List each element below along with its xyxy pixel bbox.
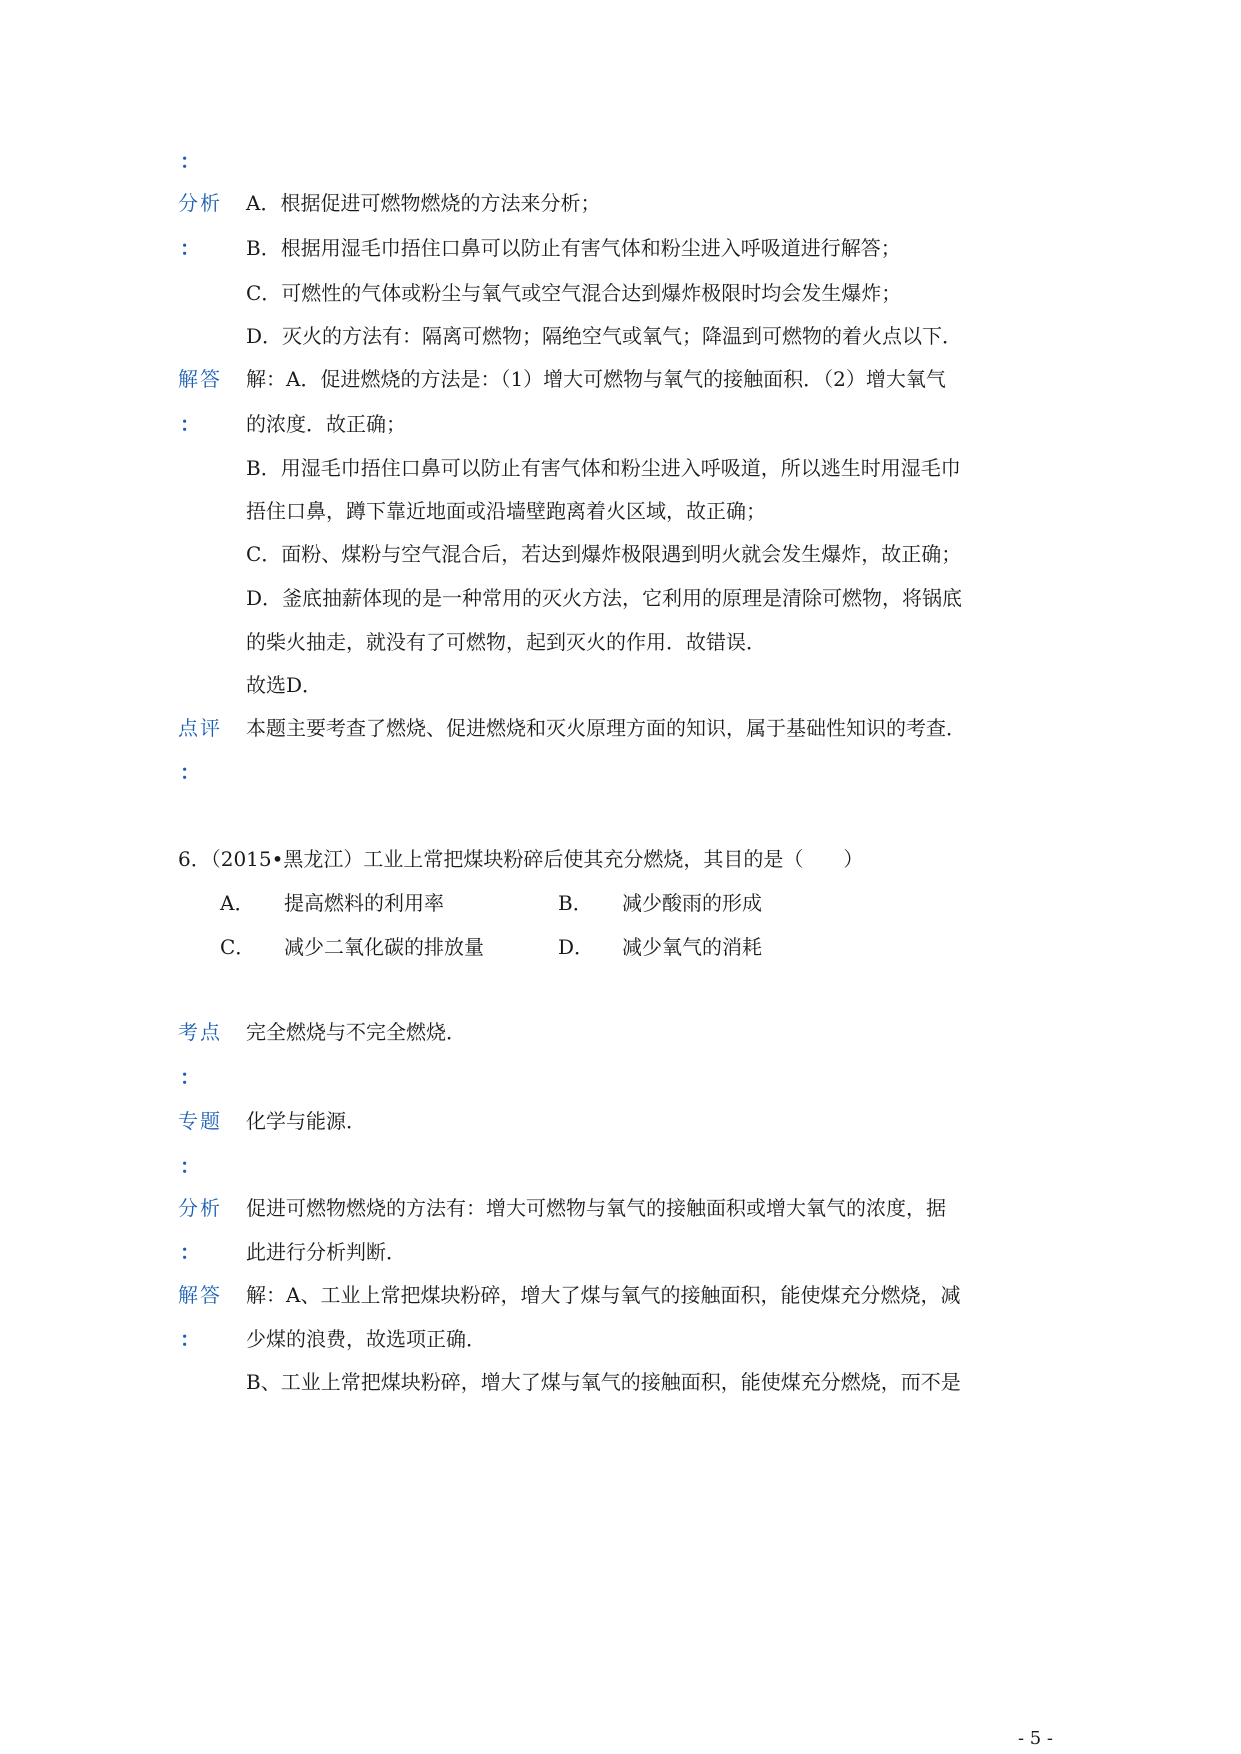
option-letter: B． bbox=[558, 891, 593, 915]
options-row bbox=[0, 931, 1241, 971]
answer-line: 的浓度．故正确； bbox=[246, 412, 406, 436]
answer-row bbox=[0, 1323, 1241, 1363]
option-letter: A． bbox=[220, 891, 255, 915]
analysis-line: D．灭火的方法有：隔离可燃物；隔绝空气或氧气；降温到可燃物的着火点以下． bbox=[246, 324, 963, 348]
answer-line: 的柴火抽走，就没有了可燃物，起到灭火的作用．故错误． bbox=[246, 630, 766, 654]
analysis-row bbox=[0, 1236, 1241, 1276]
answer-line: C．面粉、煤粉与空气混合后，若达到爆炸极限遇到明火就会发生爆炸，故正确； bbox=[246, 542, 962, 566]
question-stem-row bbox=[0, 843, 1241, 883]
analysis-row bbox=[0, 232, 1241, 272]
label-colon: ： bbox=[180, 1327, 200, 1351]
analysis-row bbox=[0, 277, 1241, 317]
colon-row bbox=[0, 1061, 1241, 1101]
answer-line: 故选D． bbox=[246, 673, 323, 697]
answer-label: 解答 bbox=[178, 1283, 222, 1307]
analysis-row bbox=[0, 1192, 1241, 1232]
comment-text: 本题主要考查了燃烧、促进燃烧和灭火原理方面的知识，属于基础性知识的考查． bbox=[246, 716, 966, 740]
colon-row bbox=[0, 1150, 1241, 1190]
topic-row bbox=[0, 1105, 1241, 1145]
answer-line: 解：A．促进燃烧的方法是：（1）增大可燃物与氧气的接触面积．（2）增大氧气 bbox=[246, 367, 946, 391]
answer-line: B、工业上常把煤块粉碎，增大了煤与氧气的接触面积，能使煤充分燃烧，而不是 bbox=[246, 1370, 961, 1394]
topic-text: 化学与能源． bbox=[246, 1109, 366, 1133]
option-letter: D． bbox=[558, 935, 595, 959]
comment-label: 点评 bbox=[178, 716, 222, 740]
label-colon: ： bbox=[180, 236, 200, 260]
answer-row bbox=[0, 669, 1241, 709]
label-colon: ： bbox=[180, 149, 200, 173]
topic-label: 专题 bbox=[178, 1109, 222, 1133]
answer-row bbox=[0, 626, 1241, 666]
answer-row bbox=[0, 408, 1241, 448]
point-text: 完全燃烧与不完全燃烧． bbox=[246, 1020, 466, 1044]
analysis-line: B．根据用湿毛巾捂住口鼻可以防止有害气体和粉尘进入呼吸道进行解答； bbox=[246, 236, 901, 260]
colon-row bbox=[0, 756, 1241, 796]
answer-label: 解答 bbox=[178, 367, 222, 391]
label-colon: ： bbox=[180, 412, 200, 436]
label-colon: ： bbox=[180, 760, 200, 784]
option-text: 减少氧气的消耗 bbox=[622, 935, 762, 959]
page-number: - 5 - bbox=[1017, 1728, 1053, 1749]
answer-line: 捂住口鼻，蹲下靠近地面或沿墙壁跑离着火区域，故正确； bbox=[246, 499, 766, 523]
point-label: 考点 bbox=[178, 1020, 222, 1044]
analysis-line: 此进行分析判断． bbox=[246, 1240, 406, 1264]
option-letter: C． bbox=[220, 935, 256, 959]
colon-row bbox=[0, 145, 1241, 185]
option-text: 减少二氧化碳的排放量 bbox=[284, 935, 484, 959]
analysis-line: A．根据促进可燃物燃烧的方法来分析； bbox=[246, 191, 601, 215]
option-text: 减少酸雨的形成 bbox=[622, 891, 762, 915]
analysis-label: 分析 bbox=[178, 191, 222, 215]
answer-line: B．用湿毛巾捂住口鼻可以防止有害气体和粉尘进入呼吸道，所以逃生时用湿毛巾 bbox=[246, 456, 961, 480]
answer-line: D．釜底抽薪体现的是一种常用的灭火方法，它利用的原理是清除可燃物，将锅底 bbox=[246, 586, 963, 610]
label-colon: ： bbox=[180, 1065, 200, 1089]
answer-row bbox=[0, 538, 1241, 578]
answer-line: 解：A、工业上常把煤块粉碎，增大了煤与氧气的接触面积，能使煤充分燃烧，减 bbox=[246, 1283, 961, 1307]
point-row bbox=[0, 1016, 1241, 1056]
analysis-line: C．可燃性的气体或粉尘与氧气或空气混合达到爆炸极限时均会发生爆炸； bbox=[246, 281, 902, 305]
comment-row bbox=[0, 712, 1241, 752]
label-colon: ： bbox=[180, 1240, 200, 1264]
label-colon: ： bbox=[180, 1154, 200, 1178]
answer-line: 少煤的浪费，故选项正确． bbox=[246, 1327, 486, 1351]
analysis-row bbox=[0, 320, 1241, 360]
analysis-label: 分析 bbox=[178, 1196, 222, 1220]
answer-row bbox=[0, 452, 1241, 492]
options-row bbox=[0, 887, 1241, 927]
answer-row bbox=[0, 363, 1241, 403]
option-text: 提高燃料的利用率 bbox=[284, 891, 444, 915]
question-stem: 6．（2015•黑龙江）工业上常把煤块粉碎后使其充分燃烧，其目的是（ ） bbox=[178, 847, 864, 871]
answer-row bbox=[0, 495, 1241, 535]
answer-row bbox=[0, 1279, 1241, 1319]
answer-row bbox=[0, 1366, 1241, 1406]
analysis-row bbox=[0, 187, 1241, 227]
analysis-line: 促进可燃物燃烧的方法有：增大可燃物与氧气的接触面积或增大氧气的浓度，据 bbox=[246, 1196, 946, 1220]
answer-row bbox=[0, 582, 1241, 622]
